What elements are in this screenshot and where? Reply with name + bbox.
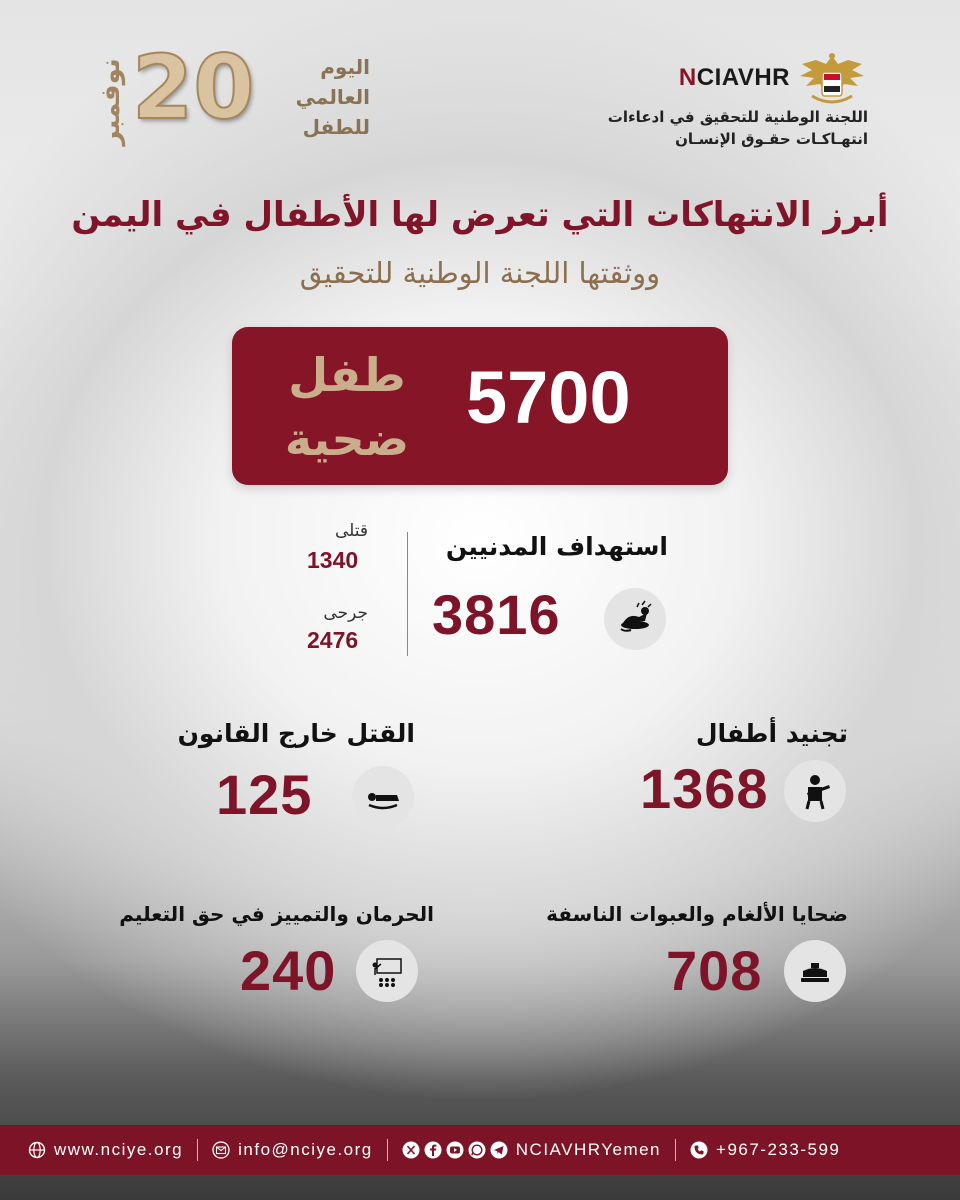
telegram-icon[interactable] bbox=[490, 1141, 508, 1159]
recruitment-title: تجنيد أطفال bbox=[695, 719, 848, 748]
footer-website[interactable]: www.nciye.org bbox=[28, 1140, 183, 1160]
education-title: الحرمان والتمييز في حق التعليم bbox=[119, 902, 434, 926]
mines-number: 708 bbox=[666, 939, 763, 1002]
x-icon[interactable] bbox=[402, 1141, 420, 1159]
day-text: اليوم العالمي للطفل bbox=[295, 55, 370, 139]
civilians-divider bbox=[407, 532, 408, 656]
whatsapp-icon[interactable] bbox=[468, 1141, 486, 1159]
child-soldier-icon bbox=[784, 760, 846, 822]
org-abbreviation: NCIAVHR bbox=[678, 64, 790, 91]
killed-person-icon bbox=[352, 766, 414, 828]
total-victims-number: 5700 bbox=[466, 356, 631, 439]
yemen-emblem-icon bbox=[796, 50, 868, 112]
footer-email[interactable]: info@nciye.org bbox=[212, 1140, 373, 1160]
wounded-value: 2476 bbox=[307, 627, 359, 653]
total-victims-label: طفل ضحية bbox=[284, 348, 410, 466]
extrajudicial-number: 125 bbox=[216, 763, 313, 826]
recruitment-number: 1368 bbox=[640, 757, 769, 820]
footer-phone[interactable]: +967-233-599 bbox=[690, 1140, 840, 1160]
civilians-title: استهداف المدنيين bbox=[445, 532, 668, 561]
civilians-number: 3816 bbox=[432, 583, 561, 646]
mail-icon bbox=[212, 1141, 230, 1159]
total-victims-box bbox=[232, 327, 728, 485]
phone-icon bbox=[690, 1141, 708, 1159]
killed-label: قتلى bbox=[334, 521, 368, 541]
globe-icon bbox=[28, 1141, 46, 1159]
childrens-day-badge bbox=[92, 36, 370, 157]
classroom-icon bbox=[356, 940, 418, 1002]
org-logo bbox=[548, 50, 868, 150]
day-number: 20 bbox=[132, 36, 255, 139]
facebook-icon[interactable] bbox=[424, 1141, 442, 1159]
footer-separator bbox=[675, 1139, 676, 1161]
page-subtitle: ووثقتها اللجنة الوطنية للتحقيق bbox=[299, 256, 661, 290]
youtube-icon[interactable] bbox=[446, 1141, 464, 1159]
mines-title: ضحايا الألغام والعبوات الناسفة bbox=[546, 902, 848, 926]
footer-separator bbox=[387, 1139, 388, 1161]
education-number: 240 bbox=[240, 939, 337, 1002]
injured-person-icon bbox=[604, 588, 666, 650]
page-title: أبرز الانتهاكات التي تعرض لها الأطفال في اليمن bbox=[71, 195, 889, 235]
footer-separator bbox=[197, 1139, 198, 1161]
killed-value: 1340 bbox=[307, 547, 359, 573]
landmine-icon bbox=[784, 940, 846, 1002]
org-full-name: اللجنة الوطنية للتحقيق في ادعاءات انتهـاكـات حقـوق الإنسـان bbox=[607, 108, 868, 148]
day-month: نوفمبر bbox=[96, 58, 126, 146]
footer-social[interactable]: NCIAVHRYemen bbox=[402, 1140, 661, 1160]
social-icons bbox=[402, 1141, 508, 1159]
extrajudicial-title: القتل خارج القانون bbox=[177, 719, 415, 748]
footer-bar bbox=[0, 1125, 960, 1175]
wounded-label: جرحى bbox=[323, 603, 368, 623]
